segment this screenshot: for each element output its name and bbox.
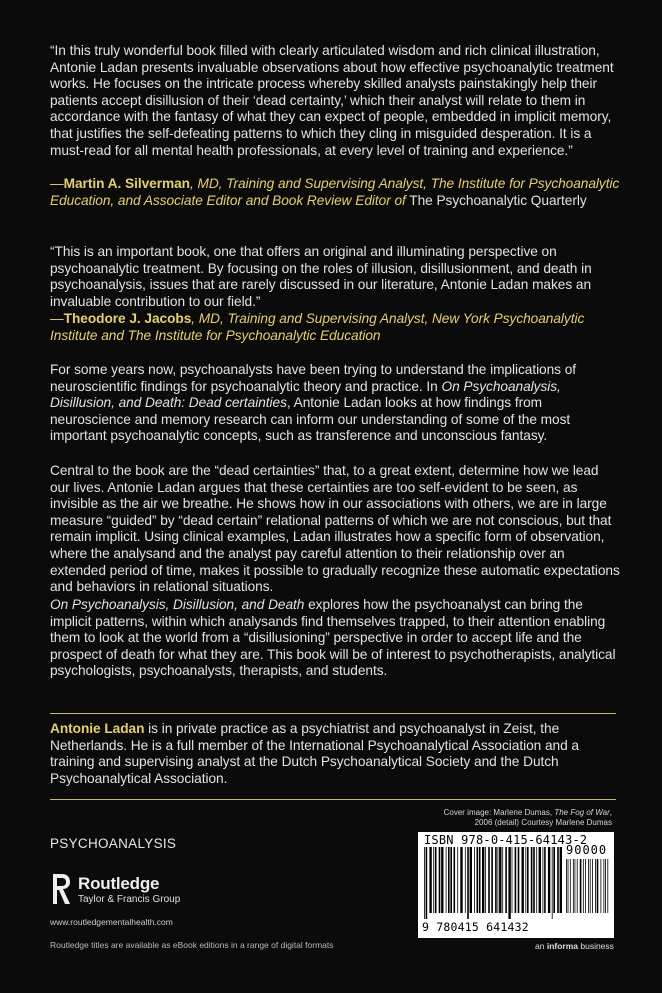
barcode-bar [515, 847, 517, 913]
credit-text: Cover image: Marlene Dumas, [443, 808, 555, 817]
barcode-bar [548, 847, 550, 913]
endorsement-attribution-2 [50, 311, 620, 344]
credit-text: 2006 (detail) Courtesy Marlene Dumas [474, 818, 612, 827]
barcode-bar [505, 847, 507, 913]
routledge-logo [50, 872, 190, 912]
barcode-bar [522, 847, 524, 913]
barcode-bar [439, 847, 441, 913]
informa-business-tag [535, 941, 614, 951]
barcode-bar [566, 859, 567, 913]
barcode-bar [474, 847, 475, 913]
barcode-bar [477, 847, 479, 913]
barcode-bar [450, 847, 452, 913]
endorser-credentials: , MD, Training and Supervising Analyst, The Institute for Psychoanalytic Education, and Associate Editor and Book Review Editor of [50, 176, 620, 208]
book-title-italic: On Psychoanalysis, Disillusion, and Death: Dead certainties [50, 378, 561, 411]
barcode-bar [482, 847, 484, 913]
barcode-bar [502, 847, 503, 913]
description-paragraph-1 [50, 362, 620, 445]
attribution-dash: — [50, 311, 64, 326]
journal-name: The Psychoanalytic Quarterly [405, 192, 587, 208]
barcode-bar [543, 847, 544, 913]
barcode-bar [479, 847, 481, 913]
ean-number: 9 780415 641432 [422, 920, 529, 934]
barcode-bar [552, 847, 553, 919]
barcode-bar [508, 847, 510, 919]
barcode-bar [533, 847, 535, 913]
barcode-bar [557, 847, 559, 913]
barcode-bar [518, 847, 520, 913]
barcode-bar [568, 859, 569, 913]
barcode-bar [560, 847, 562, 913]
barcode-bar [536, 847, 537, 913]
barcode-bar [604, 859, 605, 913]
informa-brand: informa [546, 941, 578, 951]
attribution-dash: — [50, 176, 64, 191]
barcode-bar [498, 847, 499, 913]
barcode-bar [488, 847, 490, 913]
barcode-bar [525, 847, 526, 913]
barcode-bar [585, 859, 586, 913]
barcode-bar [512, 847, 513, 913]
ebook-note: Routledge titles are available as eBook editions in a range of digital formats [50, 940, 334, 950]
description-text: For some years now, psychoanalysts have been trying to understand the implications of neuroscientific findings for psychoanalytic theory and practice. In [50, 362, 577, 394]
informa-text: an [535, 941, 547, 951]
ean-barcode-bars [424, 847, 564, 919]
barcode-bar [467, 847, 469, 919]
description-paragraph-3 [50, 597, 620, 680]
addon-barcode-bars [566, 859, 610, 919]
barcode-bar [607, 859, 608, 913]
endorsement-attribution-1 [50, 176, 620, 209]
barcode-bar [592, 859, 593, 913]
barcode-bar [454, 847, 456, 913]
publisher-group: Taylor & Francis Group [78, 894, 181, 905]
endorser-name: Martin A. Silverman [63, 176, 190, 191]
barcode-bar [575, 859, 576, 913]
barcode-bar [531, 847, 533, 913]
informa-text: business [578, 941, 614, 951]
barcode-bar [426, 847, 428, 919]
barcode-bar [457, 847, 458, 913]
cover-image-credit [418, 808, 612, 828]
description-paragraph-2: Central to the book are the “dead certainties” that, to a great extent, determine how we lead our lives. Antonie Ladan argues that these certainties are too self-evident to be seen, as invisible as the air we breathe. He shows how in our associations with others, we are in large measure “guided” by “dead certain” relational patterns of which we are not conscious, but that remain implicit. Using clinical examples, Ladan illustrates how a specific form of observation, where the analysand and the analyst pay careful attention to their relationship over an extended period of time, makes it possible to gradually recognize these automatic expectations and behaviors in relational situations. [50, 463, 620, 595]
barcode-bar [573, 859, 574, 913]
barcode-bar [499, 847, 501, 913]
barcode-bar [570, 859, 571, 913]
divider-line [50, 713, 616, 714]
barcode-bar [553, 847, 555, 913]
barcode-bar [470, 847, 472, 913]
author-bio [50, 721, 620, 787]
barcode-bar [495, 847, 497, 913]
barcode-bar [605, 859, 606, 913]
barcode-bar [590, 859, 591, 913]
book-title-italic: On Psychoanalysis, Disillusion, and Death [50, 597, 305, 612]
artwork-title: The Fog of War [554, 808, 610, 817]
publisher-website[interactable]: www.routledgementalhealth.com [50, 917, 173, 927]
barcode-bar [435, 847, 437, 913]
barcode-bar [577, 859, 578, 913]
barcode-bar [491, 847, 493, 913]
author-name: Antonie Ladan [50, 721, 145, 736]
barcode-bar [597, 859, 599, 913]
isbn-label: ISBN 978-0-415-64143-2 [424, 833, 588, 847]
barcode-bar [485, 847, 486, 913]
barcode-bar [527, 847, 529, 913]
divider-line [50, 799, 616, 800]
endorser-credentials: , MD, Training and Supervising Analyst, New York Psychoanalytic Institute and The Institute for Psychoanalytic Education [50, 311, 585, 343]
barcode-bar [460, 847, 462, 913]
price-addon-number: 90000 [566, 843, 608, 857]
barcode-bar [539, 847, 541, 913]
barcode-bar [424, 847, 425, 919]
credit-text: , [609, 808, 612, 817]
barcode-bar [601, 859, 602, 913]
barcode-bar [448, 847, 450, 913]
isbn-barcode [418, 832, 614, 938]
barcode-bar [465, 847, 466, 913]
description-text: , Antonie Ladan looks at how findings from neuroscience and memory research can inform our understanding of some of the most important psychoanalytic concepts, such as transference and unconscious fantasy. [50, 395, 571, 444]
description-text: explores how the psychoanalyst can bring the implicit patterns, within which analysands find themselves trapped, to their attention enabling them to look at the world from a “disillusioning” perspective in order to accept life and the prospect of death for what they are. This book will be of interest to psychotherapists, analytical psychologists, psychoanalysts, therapists, and students. [50, 597, 616, 679]
barcode-bar [433, 847, 434, 913]
barcode-bar [583, 859, 584, 913]
barcode-bar [588, 859, 589, 913]
barcode-bar [429, 847, 431, 913]
barcode-bar [580, 859, 582, 913]
subject-category: PSYCHOANALYSIS [50, 836, 177, 851]
barcode-bar [595, 859, 596, 913]
endorser-name: Theodore J. Jacobs [63, 311, 192, 326]
barcode-bar [441, 847, 443, 913]
author-bio-text: is in private practice as a psychiatrist and psychoanalyst in Zeist, the Netherlands. He is a full member of the International Psychoanalytical Association and a training and supervising analyst at the Dutch Psychoanalytical Society and the Dutch Psychoanalytical Association. [50, 721, 579, 786]
barcode-bar [544, 847, 546, 913]
routledge-r-icon [50, 872, 72, 906]
endorsement-quote-1: “In this truly wonderful book filled with clearly articulated wisdom and rich clinical illustration, Antonie Ladan presents invaluable observations about how effective psychoanalytic treatment works. He focuses on the intricate process whereby skilled analysts painstakingly help their patients accept disillusion of their ‘dead certainty,’ which their analyst will relate to them in accordance with the fantasy of what they can expect of people, embedded in implicit memory, that justifies the self-defeating patterns to which they cling in misguided desperation. It is a must-read for all mental health professionals, at every level of training and experience.” [50, 43, 614, 158]
barcode-bar [446, 847, 447, 913]
publisher-name: Routledge [78, 874, 160, 893]
endorsement-quote-2: “This is an important book, one that offers an original and illuminating perspective on psychoanalytic treatment. By focusing on the roles of illusion, disillusionment, and death in psychoanalysis, issues that are rarely discussed in our literature, Antonie Ladan makes an invaluable contribution to our field.” [50, 244, 592, 309]
